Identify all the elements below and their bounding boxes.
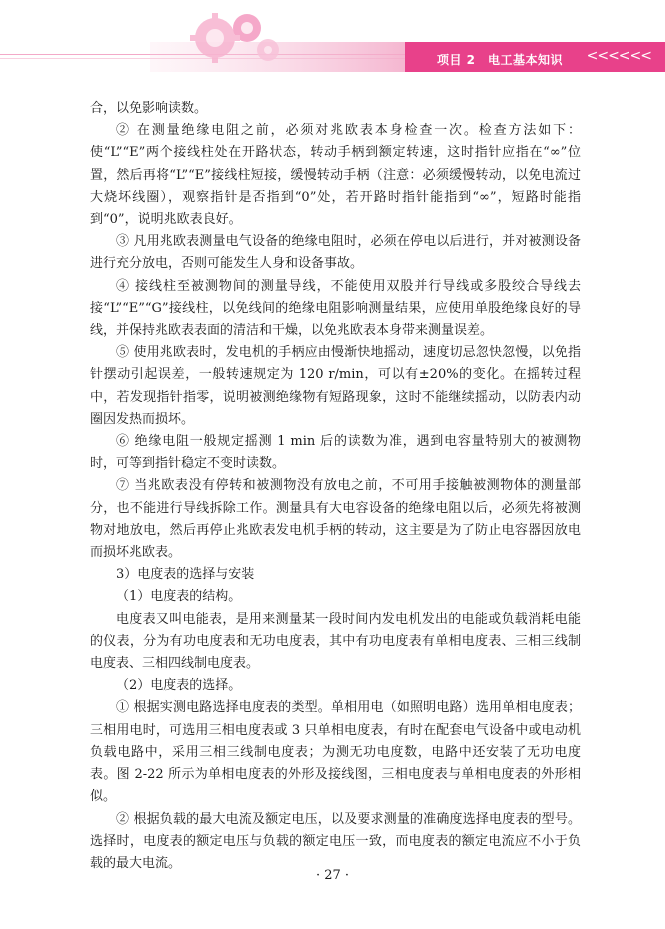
paragraph-meter-structure: 电度表又叫电能表，是用来测量某一段时间内发电机发出的电能或负载消耗电能的仪表，分为有功电度表和无功电度表，其中有功电度表有单相电度表、三相三线制电度表、三相四线制电度表。 <box>90 611 581 672</box>
paragraph-item-7: ⑦ 当兆欧表没有停转和被测物没有放电之前，不可用手接触被测物体的测量部分，也不能进行导线拆除工作。测量具有大电容设备的绝缘电阻以后，必须先将被测物对地放电，然后再停止兆欧表发电机手柄的转动，这主要是为了防止电容器因放电而损坏兆欧表。 <box>90 478 581 561</box>
section-heading-3: 3）电度表的选择与安装 <box>116 567 255 583</box>
header-banner <box>0 0 665 80</box>
paragraph-selection-1: ① 根据实测电路选择电度表的类型。单相用电（如照明电路）选用单相电度表；三相用电时，可选用三相电度表或 3 只单相电度表，有时在配套电气设备中或电动机负载电路中，采用三相三线制电度表；为测无功电度数，电路中还安装了无功电度表。图 2-22 所示为单相电度表的外形及接线图，三相电度表与单相电度表的外形相似。 <box>90 700 581 805</box>
body-text <box>90 98 581 875</box>
paragraph-continuation: 合，以免影响读数。 <box>90 101 208 116</box>
paragraph-item-5: ⑤ 使用兆欧表时，发电机的手柄应由慢渐快地摇动，速度切忌忽快忽慢，以免指针摆动引起误差，一般转速规定为 120 r/min，可以有±20%的变化。在摇转过程中，若发现指针指零，说明被测绝缘物有短路现象，这时不能继续摇动，以防表内动圈因发热而损坏。 <box>90 345 581 427</box>
page-header <box>0 0 665 80</box>
paragraph-item-2: ② 在测量绝缘电阻之前，必须对兆欧表本身检查一次。检查方法如下：使“L”“E”两个接线柱处在开路状态，转动手柄到额定转速，这时指针应指在“∞”位置，然后再将“L”“E”接线柱短接，缓慢转动手柄（注意：必须缓慢转动，以免电流过大烧坏线圈），观察指针是否指到“0”处，若开路时指针能指到“∞”，短路时能指到“0”，说明兆欧表良好。 <box>90 123 581 228</box>
subsection-heading-2: （2）电度表的选择。 <box>116 678 242 694</box>
paragraph-item-6: ⑥ 绝缘电阻一般规定摇测 1 min 后的读数为准，遇到电容量特别大的被测物时，可等到指针稳定不变时读数。 <box>90 434 581 472</box>
chevron-left-icon: <<<<<< <box>586 48 651 64</box>
paragraph-selection-2: ② 根据负载的最大电流及额定电压，以及要求测量的准确度选择电度表的型号。选择时，电度表的额定电压与负载的额定电压一致，而电度表的额定电流应不小于负载的最大电流。 <box>90 811 581 871</box>
paragraph-item-3: ③ 凡用兆欧表测量电气设备的绝缘电阻时，必须在停电以后进行，并对被测设备进行充分放电，否则可能发生人身和设备事故。 <box>90 234 581 272</box>
paragraph-item-4: ④ 接线柱至被测物间的测量导线，不能使用双股并行导线或多股绞合导线去接“L”“E”“G”接线柱，以免线间的绝缘电阻影响测量结果，应使用单股绝缘良好的导线，并保持兆欧表表面的清洁和干燥，以免兆欧表本身带来测量误差。 <box>90 278 581 339</box>
subsection-heading-1: （1）电度表的结构。 <box>116 589 242 605</box>
page-number: · 27 · <box>315 868 350 883</box>
project-chapter-title: 项目 2 电工基本知识 <box>436 53 563 67</box>
